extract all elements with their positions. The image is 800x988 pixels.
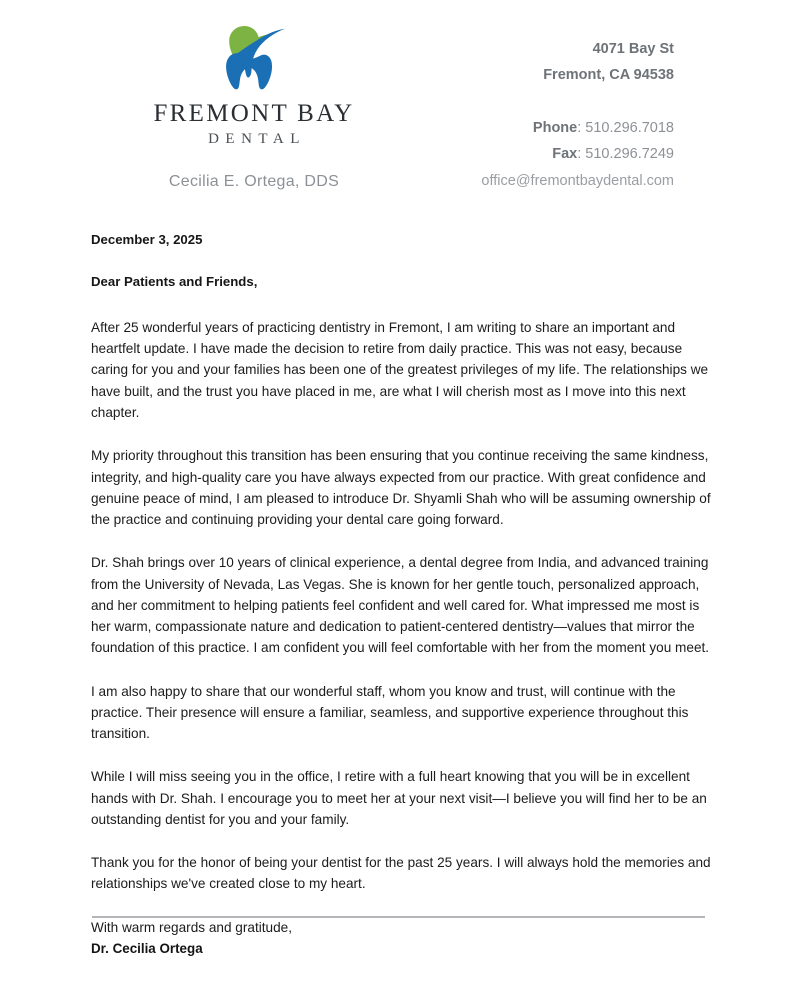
contact-block xyxy=(481,36,674,194)
letterhead xyxy=(0,18,800,208)
letter-paragraph: While I will miss seeing you in the office, I retire with a full heart knowing that you will be in excellent hands with Dr. Shah. I encourage you to meet her at your next visit—I believe you will find her to be an outstanding dentist for you and your family. xyxy=(91,769,707,827)
letter-date: December 3, 2025 xyxy=(91,232,203,247)
letter-paragraph: Dr. Shah brings over 10 years of clinical experience, a dental degree from India, and advanced training from the University of Nevada, Las Vegas. She is known for her gentle touch, personalized approach, and her commitment to helping patients feel confident and well cared for. What impressed me most is her warm, compassionate nature and dedication to patient-centered dentistry—values that mirror the foundation of this practice. I am confident you will feel comfortable with her from the moment you meet. xyxy=(91,555,710,656)
practice-doctor-name: Cecilia E. Ortega, DDS xyxy=(168,172,340,190)
phone-line xyxy=(481,115,674,141)
footer-divider xyxy=(92,916,705,918)
email-address: office@fremontbaydental.com xyxy=(481,172,674,189)
contact-spacer xyxy=(481,89,674,115)
letter-paragraph: I am also happy to share that our wonderful staff, whom you know and trust, will continue with the practice. Their presence will ensure a familiar, seamless, and supportive experience throughout this transition. xyxy=(91,683,689,742)
tooth-logo-icon xyxy=(212,18,296,94)
phone-value: : 510.296.7018 xyxy=(577,119,674,136)
fax-value: : 510.296.7249 xyxy=(577,146,674,163)
fax-label: Fax xyxy=(552,146,578,163)
letter-closing: With warm regards and gratitude, xyxy=(91,919,292,935)
phone-label: Phone xyxy=(532,119,578,136)
letter-paragraph: Thank you for the honor of being your dentist for the past 25 years. I will always hold the memories and relationships we've created close to my heart. xyxy=(91,855,711,892)
letter-paragraph: My priority throughout this transition has been ensuring that you continue receiving the same kindness, integrity, and high-quality care you have always expected from our practice. With great confidence and genuine peace of mind, I am pleased to introduce Dr. Shyamli Shah who will be assuming ownership of the practice and continuing providing your dental care going forward. xyxy=(91,448,711,528)
address-line-1: 4071 Bay St xyxy=(592,41,674,57)
address-line-2: Fremont, CA 94538 xyxy=(543,67,674,84)
letter-salutation: Dear Patients and Friends, xyxy=(91,274,258,290)
letter-paragraph: After 25 wonderful years of practicing dentistry in Fremont, I am writing to share an important and heartfelt update. I have made the decision to retire from daily practice. This was not easy, because caring for you and your families has been one of the greatest privileges of my life. The relationships we have built, and the trust you have placed in me, are what I will cherish most as I move into this next chapter. xyxy=(91,319,709,420)
brand-block xyxy=(104,18,404,191)
fax-line xyxy=(481,141,674,167)
letter-signer: Dr. Cecilia Ortega xyxy=(91,941,203,957)
letter-body xyxy=(91,230,713,959)
wordmark-primary: FREMONT BAY xyxy=(153,100,355,127)
wordmark-secondary: DENTAL xyxy=(208,131,306,147)
